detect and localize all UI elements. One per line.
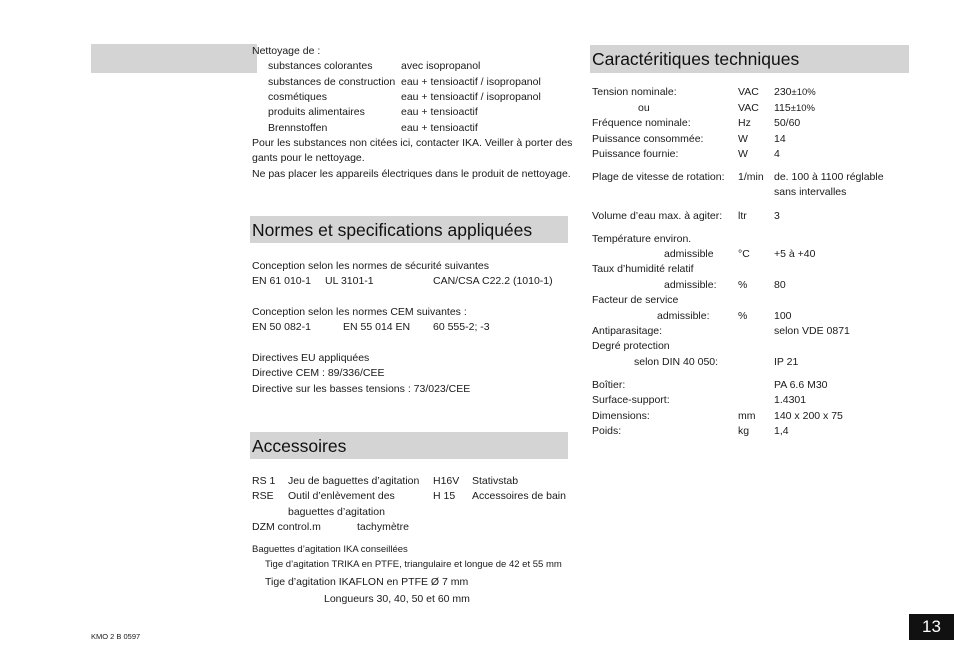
spec-label: Tension nominale: (592, 86, 677, 98)
spec-unit: W (738, 133, 748, 145)
spec-value: selon VDE 0871 (774, 325, 850, 337)
spec-value: 50/60 (774, 117, 801, 129)
left-header-bar (91, 44, 257, 73)
spec-value: 80 (774, 279, 786, 291)
eu-directive: Directive sur les basses tensions : 73/023/CEE (252, 383, 471, 395)
page-number: 13 (909, 614, 954, 640)
spec-label: Puissance consommée: (592, 133, 704, 145)
spec-value: de. 100 à 1100 réglable (774, 171, 884, 183)
stirrer-lengths: Longueurs 30, 40, 50 et 60 mm (324, 593, 470, 605)
eu-directive: Directive CEM : 89/336/CEE (252, 367, 385, 379)
spec-value: PA 6.6 M30 (774, 379, 828, 391)
accessory-code: H 15 (433, 490, 456, 502)
specs-title: Caractéritiques techniques (592, 49, 800, 69)
spec-label: Poids: (592, 425, 622, 437)
cleaning-title: Nettoyage de : (252, 45, 321, 57)
cleaning-agent: eau + tensioactif / isopropanol (401, 76, 541, 88)
safety-standard: CAN/CSA C22.2 (1010-1) (433, 275, 553, 287)
spec-label: Antiparasitage: (592, 325, 663, 337)
stirrer-item: Tige d’agitation IKAFLON en PTFE Ø 7 mm (265, 576, 469, 588)
eu-directives-label: Directives EU appliquées (252, 352, 370, 364)
spec-label: Fréquence nominale: (592, 117, 691, 129)
spec-unit: % (738, 279, 748, 291)
spec-value: 1,4 (774, 425, 789, 437)
spec-unit: °C (738, 248, 750, 260)
cleaning-substance: substances colorantes (268, 60, 373, 72)
spec-unit: % (738, 310, 748, 322)
spec-unit: 1/min (738, 171, 764, 183)
cleaning-agent: eau + tensioactif (401, 106, 478, 118)
spec-sublabel: admissible: (657, 310, 710, 322)
spec-unit: W (738, 148, 748, 160)
cleaning-warning: Ne pas placer les appareils électriques dans le produit de nettoyage. (252, 168, 571, 180)
spec-label: Taux d’humidité relatif (592, 263, 694, 275)
safety-label: Conception selon les normes de sécurité suivantes (252, 260, 489, 272)
cleaning-substance: Brennstoffen (268, 122, 328, 134)
accessory-desc: Outil d’enlèvement des (288, 490, 395, 502)
accessory-code: DZM control.m (252, 521, 321, 533)
spec-label: Puissance fournie: (592, 148, 679, 160)
spec-value: sans intervalles (774, 186, 847, 198)
stirrer-item: Tige d’agitation TRIKA en PTFE, triangulaire et longue de 42 et 55 mm (265, 559, 562, 570)
spec-value: +5 à +40 (774, 248, 816, 260)
cleaning-substance: substances de construction (268, 76, 396, 88)
spec-unit: ltr (738, 210, 747, 222)
accessory-desc: baguettes d’agitation (288, 506, 385, 518)
spec-value: 100 (774, 310, 792, 322)
spec-sublabel: selon DIN 40 050: (634, 356, 719, 368)
spec-label: ou (638, 102, 650, 114)
cleaning-agent: eau + tensioactif / isopropanol (401, 91, 541, 103)
emc-label: Conception selon les normes CEM suivantes : (252, 306, 467, 318)
cleaning-substance: cosmétiques (268, 91, 327, 103)
spec-sublabel: admissible: (664, 279, 717, 291)
voltage-tolerance: ±10% (791, 87, 816, 98)
accessory-code: H16V (433, 475, 460, 487)
footer-code: KMO 2 B 0597 (91, 632, 141, 641)
spec-unit: Hz (738, 117, 751, 129)
voltage2-value: 115 (774, 102, 791, 114)
spec-value (774, 101, 815, 116)
spec-label: Volume d’eau max. à agiter: (592, 210, 723, 222)
cleaning-agent: eau + tensioactif (401, 122, 478, 134)
cleaning-note: gants pour le nettoyage. (252, 152, 365, 164)
emc-standard: 60 555-2; -3 (433, 321, 490, 333)
cleaning-agent: avec isopropanol (401, 60, 481, 72)
spec-label: Surface-support: (592, 394, 670, 406)
spec-unit: kg (738, 425, 750, 437)
spec-unit: mm (738, 410, 756, 422)
accessory-code: RS 1 (252, 475, 276, 487)
spec-label: Dimensions: (592, 410, 650, 422)
emc-standard: EN 50 082-1 (252, 321, 311, 333)
norms-title: Normes et specifications appliquées (252, 220, 533, 240)
spec-label: Facteur de service (592, 294, 679, 306)
spec-value (774, 85, 816, 100)
emc-standard: EN 55 014 EN (343, 321, 411, 333)
accessory-desc: tachymètre (357, 521, 409, 533)
spec-value: 1.4301 (774, 394, 807, 406)
spec-unit: VAC (738, 102, 759, 114)
voltage-value: 230 (774, 86, 792, 98)
spec-value: 3 (774, 210, 780, 222)
accessories-title: Accessoires (252, 436, 347, 456)
spec-value: 4 (774, 148, 780, 160)
safety-standard: UL 3101-1 (325, 275, 374, 287)
spec-unit: VAC (738, 86, 759, 98)
spec-label: Température environ. (592, 233, 692, 245)
cleaning-note: Pour les substances non citées ici, contacter IKA. Veiller à porter des (252, 137, 573, 149)
stirrers-label: Baguettes d’agitation IKA conseillées (252, 544, 408, 555)
spec-label: Boîtier: (592, 379, 626, 391)
cleaning-substance: produits alimentaires (268, 106, 365, 118)
spec-label: Degré protection (592, 340, 670, 352)
spec-sublabel: admissible (664, 248, 714, 260)
accessory-code: RSE (252, 490, 274, 502)
accessory-desc: Jeu de baguettes d’agitation (288, 475, 420, 487)
safety-standard: EN 61 010-1 (252, 275, 311, 287)
spec-label: Plage de vitesse de rotation: (592, 171, 725, 183)
spec-value: IP 21 (774, 356, 799, 368)
accessory-desc: Stativstab (472, 475, 519, 487)
accessory-desc: Accessoires de bain (472, 490, 566, 502)
spec-value: 14 (774, 133, 786, 145)
spec-value: 140 x 200 x 75 (774, 410, 843, 422)
voltage2-tolerance: ±10% (790, 103, 815, 114)
